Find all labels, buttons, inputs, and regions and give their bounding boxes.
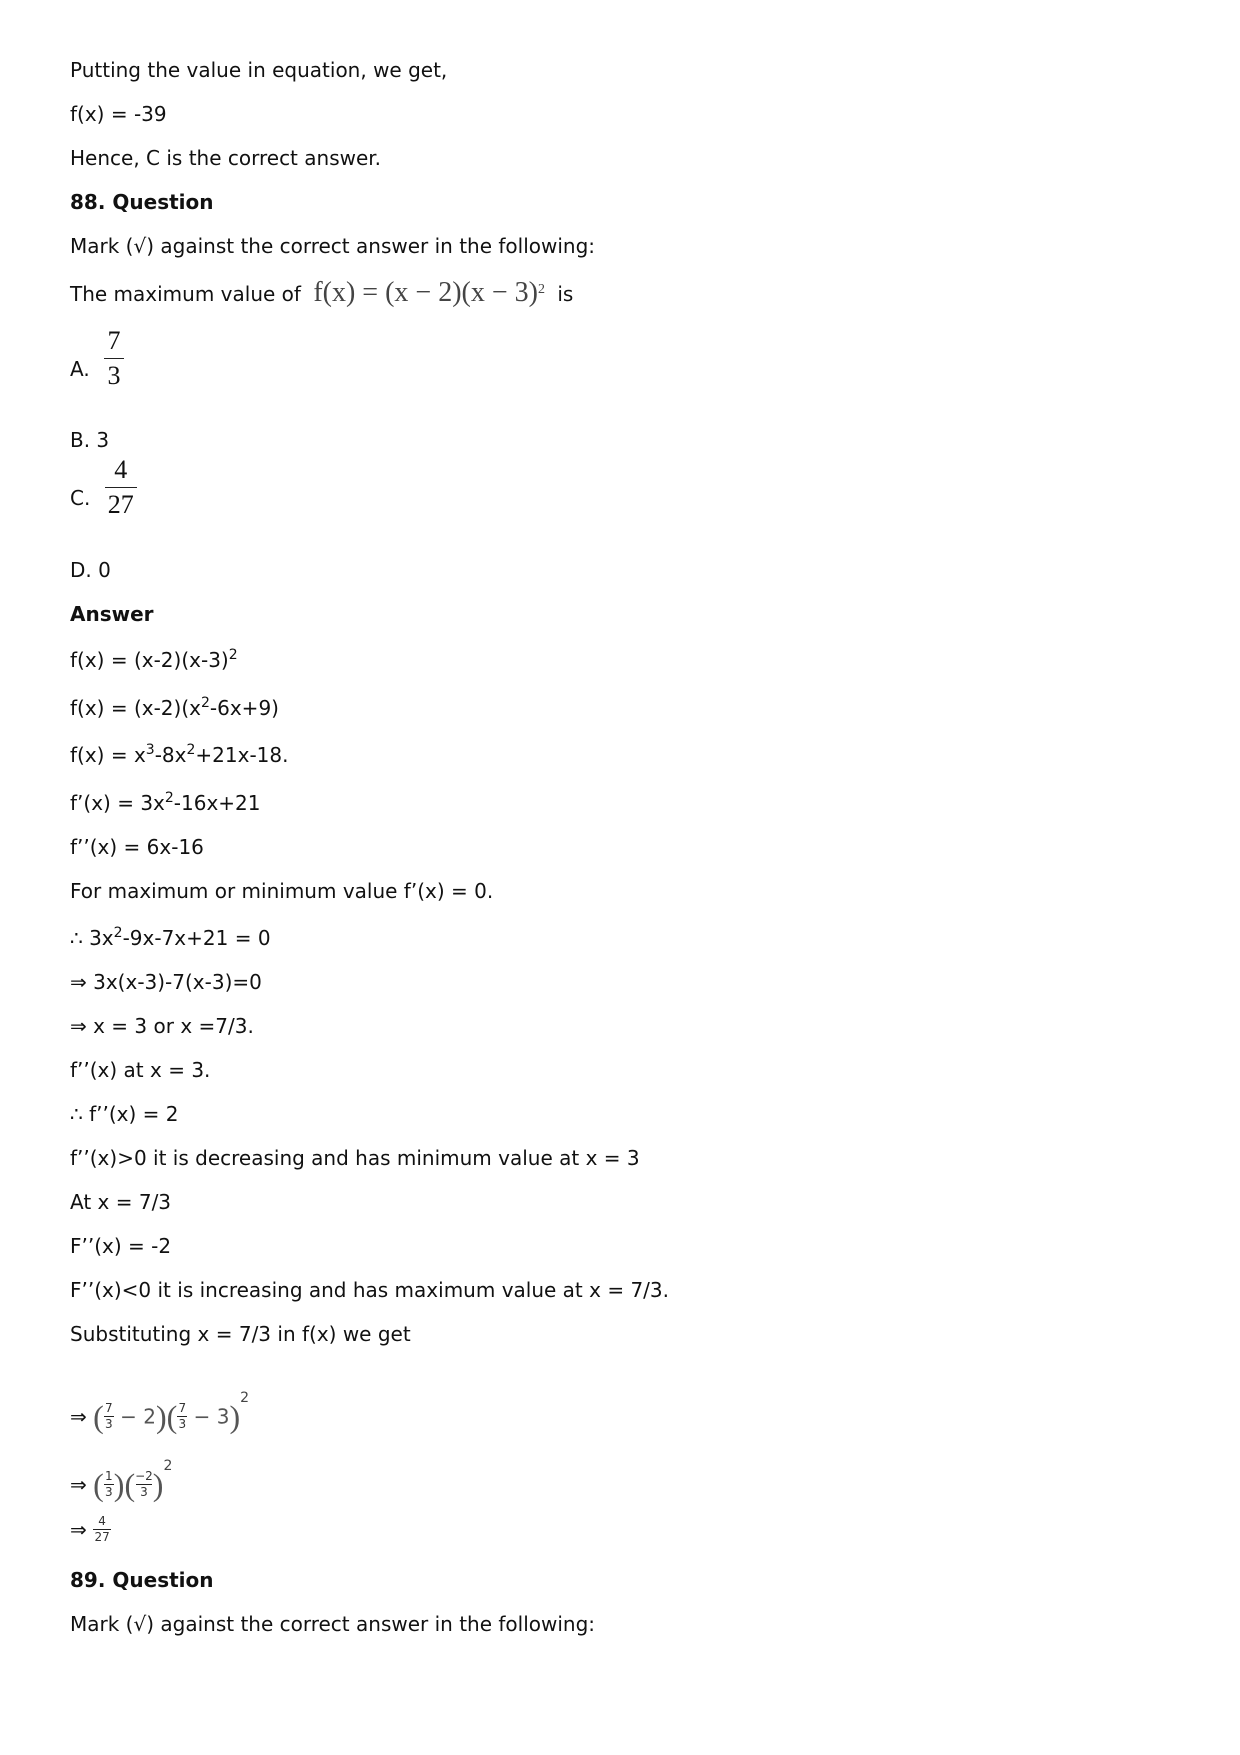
stem-formula-exponent: 2 xyxy=(537,282,545,297)
step-4-text-a: f’(x) = 3x xyxy=(70,791,165,815)
denominator: 3 xyxy=(104,1485,113,1499)
left-paren: ( xyxy=(93,1398,104,1435)
question-88-instruction: Mark (√) against the correct answer in the following: xyxy=(70,234,596,258)
left-paren: ( xyxy=(166,1398,178,1435)
implies-arrow: ⇒ xyxy=(70,1472,87,1497)
option-b: B. 3 xyxy=(70,428,110,452)
term: − 3 xyxy=(193,1404,230,1429)
exponent: 2 xyxy=(163,1458,173,1474)
result-expression xyxy=(70,1508,111,1550)
numerator: 1 xyxy=(104,1469,113,1483)
option-a xyxy=(70,326,124,391)
step-2-text-b: -6x+9) xyxy=(209,696,279,720)
step-3 xyxy=(70,743,289,767)
step-9: ⇒ x = 3 or x =7/3. xyxy=(70,1014,254,1038)
answer-heading: Answer xyxy=(70,602,154,626)
step-14: F’’(x) = -2 xyxy=(70,1234,172,1258)
numerator: 7 xyxy=(178,1401,187,1415)
step-7-exponent: 2 xyxy=(113,925,123,941)
step-7 xyxy=(70,926,271,950)
stem-prefix: The maximum value of xyxy=(70,282,301,306)
step-15: F’’(x)<0 it is increasing and has maximum value at x = 7/3. xyxy=(70,1278,669,1302)
denominator: 3 xyxy=(104,1417,113,1431)
fraction xyxy=(104,1402,114,1431)
option-a-denominator: 3 xyxy=(107,361,121,390)
prev-solution-line-3: Hence, C is the correct answer. xyxy=(70,146,382,170)
option-c xyxy=(70,455,137,520)
step-3-text-a: f(x) = x xyxy=(70,743,146,767)
step-4-exponent: 2 xyxy=(164,790,174,806)
step-1-exponent: 2 xyxy=(228,647,238,663)
option-c-label: C. xyxy=(70,486,91,510)
implies-arrow: ⇒ xyxy=(70,1517,87,1542)
fraction-bar xyxy=(104,358,124,359)
step-7-text-a: ∴ 3x xyxy=(70,926,114,950)
stem-formula: f(x) = (x − 2)(x − 3) xyxy=(313,277,538,308)
step-8: ⇒ 3x(x-3)-7(x-3)=0 xyxy=(70,970,262,994)
fraction xyxy=(135,1470,153,1499)
step-3-exponent-1: 3 xyxy=(145,742,155,758)
right-paren: ) xyxy=(113,1466,125,1503)
denominator: 3 xyxy=(140,1485,148,1499)
numerator: −2 xyxy=(135,1469,153,1483)
step-1 xyxy=(70,648,238,672)
denominator: 3 xyxy=(178,1417,187,1431)
right-paren: ) xyxy=(229,1398,241,1435)
step-12: f’’(x)>0 it is decreasing and has minimum value at x = 3 xyxy=(70,1146,640,1170)
implies-arrow: ⇒ xyxy=(70,1404,87,1429)
right-paren: ) xyxy=(155,1398,167,1435)
step-3-text-b: -8x xyxy=(154,743,187,767)
left-paren: ( xyxy=(124,1466,136,1503)
option-a-label: A. xyxy=(70,357,90,381)
fraction xyxy=(177,1402,187,1431)
step-10: f’’(x) at x = 3. xyxy=(70,1058,211,1082)
right-paren: ) xyxy=(152,1466,164,1503)
step-4-text-b: -16x+21 xyxy=(173,791,261,815)
question-88-stem xyxy=(70,277,574,308)
step-2-text-a: f(x) = (x-2)(x xyxy=(70,696,201,720)
question-88-heading: 88. Question xyxy=(70,190,214,214)
option-c-denominator: 27 xyxy=(107,490,134,519)
exponent: 2 xyxy=(240,1390,250,1406)
option-d: D. 0 xyxy=(70,558,111,582)
option-a-fraction xyxy=(104,326,124,391)
step-7-text-b: -9x-7x+21 = 0 xyxy=(122,926,271,950)
term: − 2 xyxy=(120,1404,156,1429)
substitution-expression-2 xyxy=(70,1446,172,1505)
stem-suffix: is xyxy=(557,282,574,306)
prev-solution-line-1: Putting the value in equation, we get, xyxy=(70,58,448,82)
step-3-text-c: +21x-18. xyxy=(195,743,289,767)
option-c-fraction xyxy=(105,455,137,520)
numerator: 7 xyxy=(104,1401,113,1415)
step-2-exponent: 2 xyxy=(200,695,210,711)
step-6: For maximum or minimum value f’(x) = 0. xyxy=(70,879,494,903)
step-1-text: f(x) = (x-2)(x-3) xyxy=(70,648,229,672)
step-2 xyxy=(70,696,279,720)
question-89-instruction: Mark (√) against the correct answer in the following: xyxy=(70,1612,596,1636)
step-13: At x = 7/3 xyxy=(70,1190,172,1214)
step-4 xyxy=(70,791,261,815)
step-3-exponent-2: 2 xyxy=(186,742,196,758)
step-5: f’’(x) = 6x-16 xyxy=(70,835,204,859)
substitution-expression-1 xyxy=(70,1378,249,1437)
denominator: 27 xyxy=(94,1530,110,1544)
step-16: Substituting x = 7/3 in f(x) we get xyxy=(70,1322,411,1346)
fraction xyxy=(104,1470,114,1499)
fraction-bar xyxy=(105,487,137,488)
option-a-numerator: 7 xyxy=(107,326,121,355)
step-11: ∴ f’’(x) = 2 xyxy=(70,1102,179,1126)
prev-solution-line-2: f(x) = -39 xyxy=(70,102,167,126)
left-paren: ( xyxy=(93,1466,104,1503)
result-fraction xyxy=(93,1515,111,1544)
numerator: 4 xyxy=(98,1514,106,1528)
option-c-numerator: 4 xyxy=(114,455,128,484)
question-89-heading: 89. Question xyxy=(70,1568,214,1592)
